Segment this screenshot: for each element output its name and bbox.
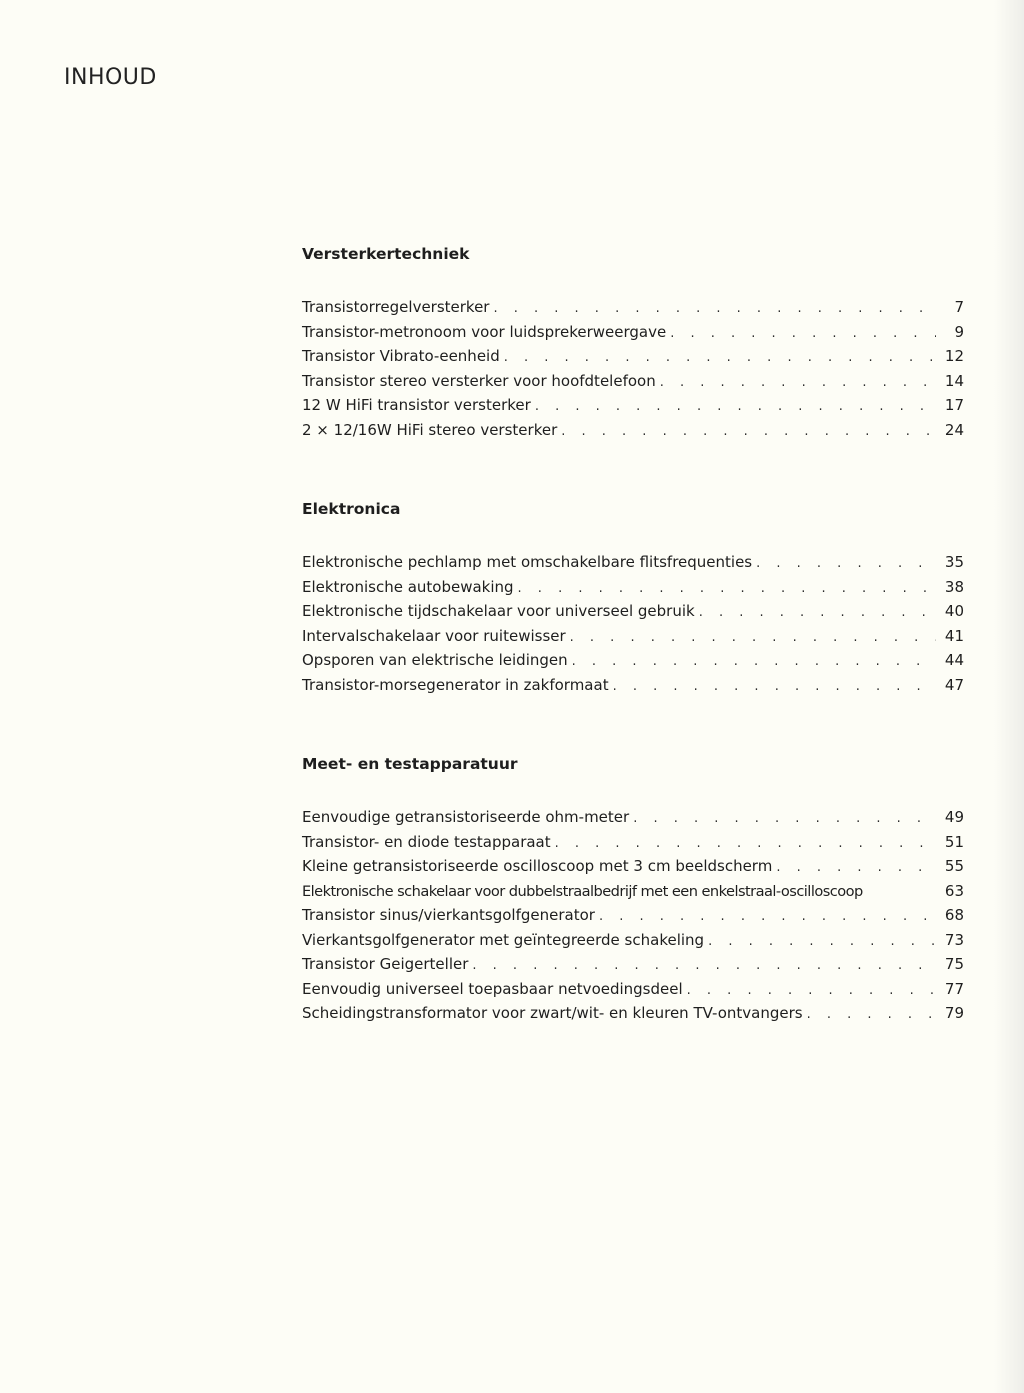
entry-page-number: 63	[944, 881, 964, 900]
toc-entry[interactable]	[302, 854, 964, 879]
toc-entry[interactable]	[302, 550, 964, 575]
entry-page-number: 12	[944, 347, 964, 365]
entry-title: Elektronische autobewaking	[302, 577, 514, 596]
dot-leader	[807, 1003, 936, 1028]
toc-entry[interactable]	[302, 928, 964, 953]
dot-leader	[572, 650, 936, 675]
toc-entry[interactable]	[302, 575, 964, 600]
dot-leader	[633, 807, 936, 832]
toc-entry[interactable]	[302, 344, 964, 369]
entry-page-number: 7	[954, 298, 964, 316]
entry-page-number: 44	[944, 651, 964, 669]
entry-page-number: 24	[944, 420, 964, 439]
entry-title: Transistor-metronoom voor luidsprekerweergave	[302, 322, 667, 341]
entry-title: Transistor Vibrato-eenheid	[302, 347, 500, 365]
dot-leader	[708, 930, 936, 955]
toc-entry[interactable]	[302, 648, 964, 673]
toc-entry[interactable]	[302, 295, 964, 320]
dot-leader	[599, 905, 936, 930]
entry-page-number: 68	[944, 906, 964, 924]
section-heading: Versterkertechniek	[302, 245, 470, 263]
toc-entry[interactable]	[302, 805, 964, 830]
entry-page-number: 14	[944, 371, 964, 390]
dot-leader	[555, 832, 936, 857]
entry-page-number: 51	[944, 832, 964, 851]
entry-page-number: 49	[944, 808, 964, 826]
toc-entry[interactable]	[302, 393, 964, 418]
entry-page-number: 41	[944, 626, 964, 645]
entry-title: Opsporen van elektrische leidingen	[302, 651, 568, 669]
toc-entry[interactable]	[302, 830, 964, 855]
entry-page-number: 35	[944, 553, 964, 571]
dot-leader	[756, 552, 936, 577]
toc-entry[interactable]	[302, 418, 964, 443]
entry-title: Scheidingstransformator voor zwart/wit- en kleuren TV-ontvangers	[302, 1004, 803, 1022]
toc-section-meet-en-testapparatuur	[302, 753, 964, 1022]
entry-title: Transistor Geigerteller	[302, 955, 469, 973]
toc-entry[interactable]	[302, 1001, 964, 1026]
entry-title: Transistor- en diode testapparaat	[302, 832, 551, 851]
dot-leader	[699, 601, 936, 626]
entry-page-number: 47	[944, 675, 964, 694]
dot-leader	[570, 626, 936, 651]
dot-leader	[535, 395, 936, 420]
dot-leader	[518, 577, 936, 602]
toc-entry[interactable]	[302, 624, 964, 649]
dot-leader	[493, 297, 936, 322]
section-heading: Elektronica	[302, 500, 401, 518]
entry-title: Transistorregelversterker	[302, 298, 490, 316]
entry-title: Kleine getransistoriseerde oscilloscoop met 3 cm beeldscherm	[302, 857, 773, 875]
entry-page-number: 40	[944, 602, 964, 620]
entry-title: Vierkantsgolfgenerator met geïntegreerde schakeling	[302, 930, 705, 949]
entry-page-number: 38	[944, 577, 964, 596]
toc-entry-list	[302, 805, 964, 1026]
entry-title: 12 W HiFi transistor versterker	[302, 396, 531, 414]
page-title: INHOUD	[64, 64, 157, 90]
dot-leader	[660, 371, 936, 396]
entry-title: Transistor-morsegenerator in zakformaat	[302, 675, 609, 694]
toc-entry[interactable]	[302, 320, 964, 345]
dot-leader	[776, 856, 936, 881]
section-heading: Meet- en testapparatuur	[302, 755, 518, 773]
toc-section-elektronica	[302, 498, 964, 694]
dot-leader	[687, 979, 936, 1004]
entry-title: Transistor sinus/vierkantsgolfgenerator	[302, 906, 595, 924]
entry-page-number: 77	[944, 979, 964, 998]
toc-entry[interactable]	[302, 673, 964, 698]
entry-title: Elektronische tijdschakelaar voor universeel gebruik	[302, 602, 695, 620]
entry-title: Eenvoudige getransistoriseerde ohm-meter	[302, 808, 630, 826]
entry-title: Elektronische schakelaar voor dubbelstraalbedrijf met een enkelstraal-oscilloscoop	[302, 882, 863, 900]
toc-entry[interactable]	[302, 369, 964, 394]
entry-page-number: 55	[944, 857, 964, 875]
page-edge-shadow	[994, 0, 1024, 1393]
toc-entry[interactable]	[302, 599, 964, 624]
entry-page-number: 79	[944, 1004, 964, 1022]
entry-page-number: 73	[944, 930, 964, 949]
toc-entry[interactable]	[302, 952, 964, 977]
entry-title: Transistor stereo versterker voor hoofdtelefoon	[302, 371, 656, 390]
entry-page-number: 9	[954, 322, 964, 341]
dot-leader	[613, 675, 936, 700]
toc-entry[interactable]	[302, 977, 964, 1002]
dot-leader	[472, 954, 936, 979]
entry-title: Eenvoudig universeel toepasbaar netvoedingsdeel	[302, 979, 683, 998]
toc-entry[interactable]	[302, 879, 964, 904]
toc-section-versterkertechniek	[302, 243, 964, 439]
entry-page-number: 17	[944, 396, 964, 414]
entry-title: Elektronische pechlamp met omschakelbare flitsfrequenties	[302, 553, 753, 571]
dot-leader	[561, 420, 936, 445]
toc-entry-list	[302, 295, 964, 442]
toc-entry[interactable]	[302, 903, 964, 928]
dot-leader	[670, 322, 936, 347]
entry-page-number: 75	[944, 955, 964, 973]
entry-title: 2 × 12/16W HiFi stereo versterker	[302, 420, 558, 439]
toc-entry-list	[302, 550, 964, 697]
entry-title: Intervalschakelaar voor ruitewisser	[302, 626, 566, 645]
dot-leader	[504, 346, 936, 371]
